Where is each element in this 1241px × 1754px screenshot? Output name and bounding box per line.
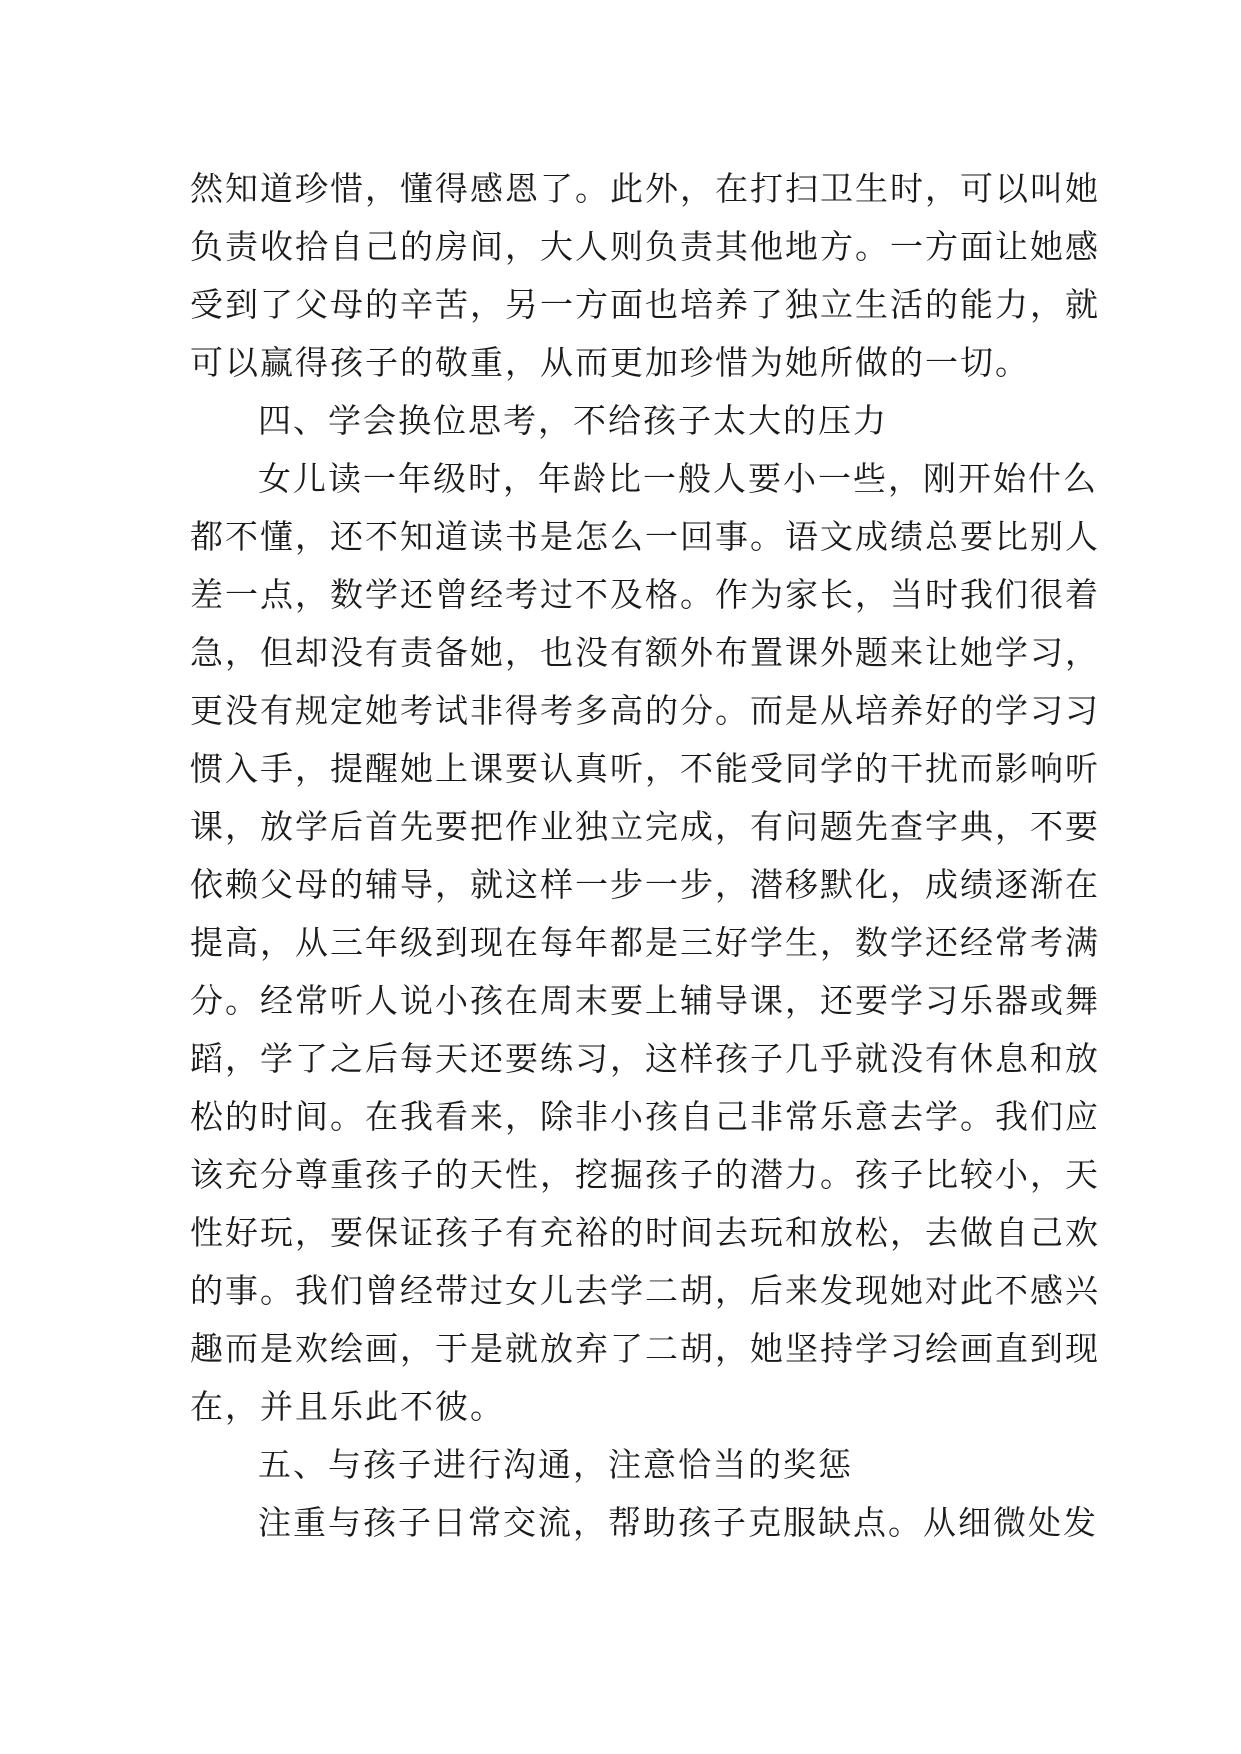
paragraph-start-line: 五、与孩子进行沟通，注意恰当的奖惩: [258, 1445, 853, 1484]
text-line: 课，放学后首先要把作业独立完成，有问题先查字典，不要: [190, 807, 1100, 846]
text-line: 蹈，学了之后每天还要练习，这样孩子几乎就没有休息和放: [190, 1039, 1100, 1078]
paragraph-start-line: 注重与孩子日常交流，帮助孩子克服缺点。从细微处发: [258, 1503, 1098, 1542]
text-line: 该充分尊重孩子的天性，挖掘孩子的潜力。孩子比较小，天: [190, 1155, 1100, 1194]
text-line: 的事。我们曾经带过女儿去学二胡，后来发现她对此不感兴: [190, 1271, 1100, 1310]
text-line: 松的时间。在我看来，除非小孩自己非常乐意去学。我们应: [190, 1097, 1100, 1136]
paragraph-start-line: 四、学会换位思考，不给孩子太大的压力: [258, 401, 888, 440]
text-line: 可以赢得孩子的敬重，从而更加珍惜为她所做的一切。: [190, 343, 1030, 382]
text-line: 分。经常听人说小孩在周末要上辅导课，还要学习乐器或舞: [190, 981, 1100, 1020]
text-line: 惯入手，提醒她上课要认真听，不能受同学的干扰而影响听: [190, 749, 1100, 788]
text-line: 性好玩，要保证孩子有充裕的时间去玩和放松，去做自己欢: [190, 1213, 1100, 1252]
text-line: 都不懂，还不知道读书是怎么一回事。语文成绩总要比别人: [190, 517, 1100, 556]
text-line: 依赖父母的辅导，就这样一步一步，潜移默化，成绩逐渐在: [190, 865, 1100, 904]
text-line: 差一点，数学还曾经考过不及格。作为家长，当时我们很着: [190, 575, 1100, 614]
text-line: 在，并且乐此不彼。: [190, 1387, 505, 1426]
text-line: 受到了父母的辛苦，另一方面也培养了独立生活的能力，就: [190, 285, 1100, 324]
body-text: [190, 160, 1100, 1552]
text-line: 急，但却没有责备她，也没有额外布置课外题来让她学习，: [190, 633, 1100, 672]
paragraph-start-line: 女儿读一年级时，年龄比一般人要小一些，刚开始什么: [258, 459, 1098, 498]
text-line: 趣而是欢绘画，于是就放弃了二胡，她坚持学习绘画直到现: [190, 1329, 1100, 1368]
text-line: 更没有规定她考试非得考多高的分。而是从培养好的学习习: [190, 691, 1100, 730]
text-line: 提高，从三年级到现在每年都是三好学生，数学还经常考满: [190, 923, 1100, 962]
text-line: 负责收拾自己的房间，大人则负责其他地方。一方面让她感: [190, 227, 1100, 266]
text-line: 然知道珍惜，懂得感恩了。此外，在打扫卫生时，可以叫她: [190, 169, 1100, 208]
